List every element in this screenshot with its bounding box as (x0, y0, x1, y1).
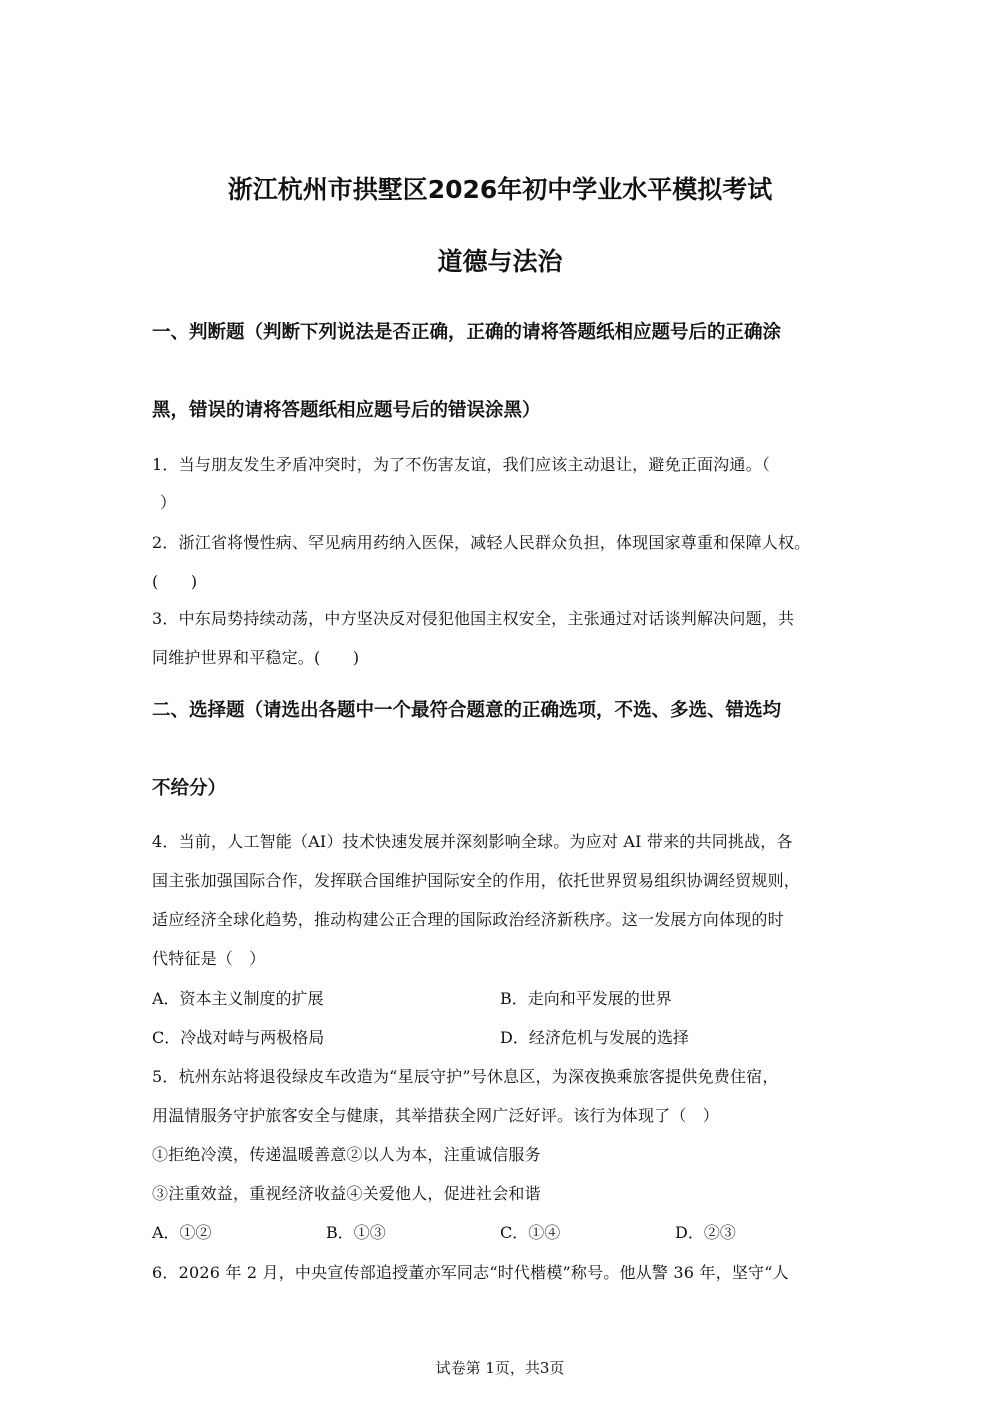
question-5-line2: 用温情服务守护旅客安全与健康，其举措获全网广泛好评。该行为体现了（ ） (152, 1106, 720, 1125)
question-3-line2: 同维护世界和平稳定。( ) (152, 648, 360, 667)
question-4-option-b: B．走向和平发展的世界 (500, 989, 672, 1008)
question-5-option-b: B．①③ (326, 1223, 386, 1242)
question-4-line3: 适应经济全球化趋势，推动构建公正合理的国际政治经济新秩序。这一发展方向体现的时 (152, 910, 784, 929)
question-3-line1: 3．中东局势持续动荡，中方坚决反对侵犯他国主权安全，主张通过对话谈判解决问题，共 (152, 609, 795, 628)
section2-heading-line1: 二、选择题（请选出各题中一个最符合题意的正确选项，不选、多选、错选均 (152, 700, 782, 721)
question-5-option-a: A．①② (152, 1223, 212, 1242)
question-4-line4: 代特征是（ ） (152, 949, 266, 968)
question-4-option-d: D．经济危机与发展的选择 (500, 1028, 689, 1047)
question-5-line4: ③注重效益，重视经济收益④关爱他人，促进社会和谐 (152, 1184, 541, 1203)
question-2-line1: 2．浙江省将慢性病、罕见病用药纳入医保，减轻人民群众负担，体现国家尊重和保障人权。 (152, 533, 811, 552)
question-2-line2: ( ) (152, 572, 198, 591)
question-1-line2: ） (160, 493, 177, 512)
question-5-line1: 5．杭州东站将退役绿皮车改造为“星辰守护”号休息区，为深夜换乘旅客提供免费住宿， (152, 1067, 779, 1086)
question-4-line1: 4．当前，人工智能（AI）技术快速发展并深刻影响全球。为应对 AI 带来的共同挑战，各 (152, 832, 793, 851)
question-6-line1: 6．2026 年 2 月，中央宣传部追授董亦军同志“时代楷模”称号。他从警 36 年，坚守“人 (152, 1263, 789, 1282)
exam-subject: 道德与法治 (437, 247, 563, 276)
section1-heading-line1: 一、判断题（判断下列说法是否正确，正确的请将答题纸相应题号后的正确涂 (152, 322, 782, 343)
section1-heading-line2: 黑，错误的请将答题纸相应题号后的错误涂黑） (152, 400, 541, 421)
question-5-option-d: D．②③ (675, 1223, 736, 1242)
question-1-line1: 1．当与朋友发生矛盾冲突时，为了不伤害友谊，我们应该主动退让，避免正面沟通。（ (152, 455, 770, 474)
question-4-line2: 国主张加强国际合作，发挥联合国维护国际安全的作用，依托世界贸易组织协调经贸规则， (152, 871, 801, 890)
exam-title: 浙江杭州市拱墅区2026年初中学业水平模拟考试 (227, 175, 773, 204)
question-4-option-a: A．资本主义制度的扩展 (152, 989, 324, 1008)
section2-heading-line2: 不给分） (152, 778, 227, 799)
page-footer: 试卷第 1页，共3页 (435, 1359, 565, 1377)
question-5-line3: ①拒绝冷漠，传递温暖善意②以人为本，注重诚信服务 (152, 1145, 541, 1164)
question-4-option-c: C．冷战对峙与两极格局 (152, 1028, 325, 1047)
question-5-option-c: C．①④ (500, 1223, 561, 1242)
